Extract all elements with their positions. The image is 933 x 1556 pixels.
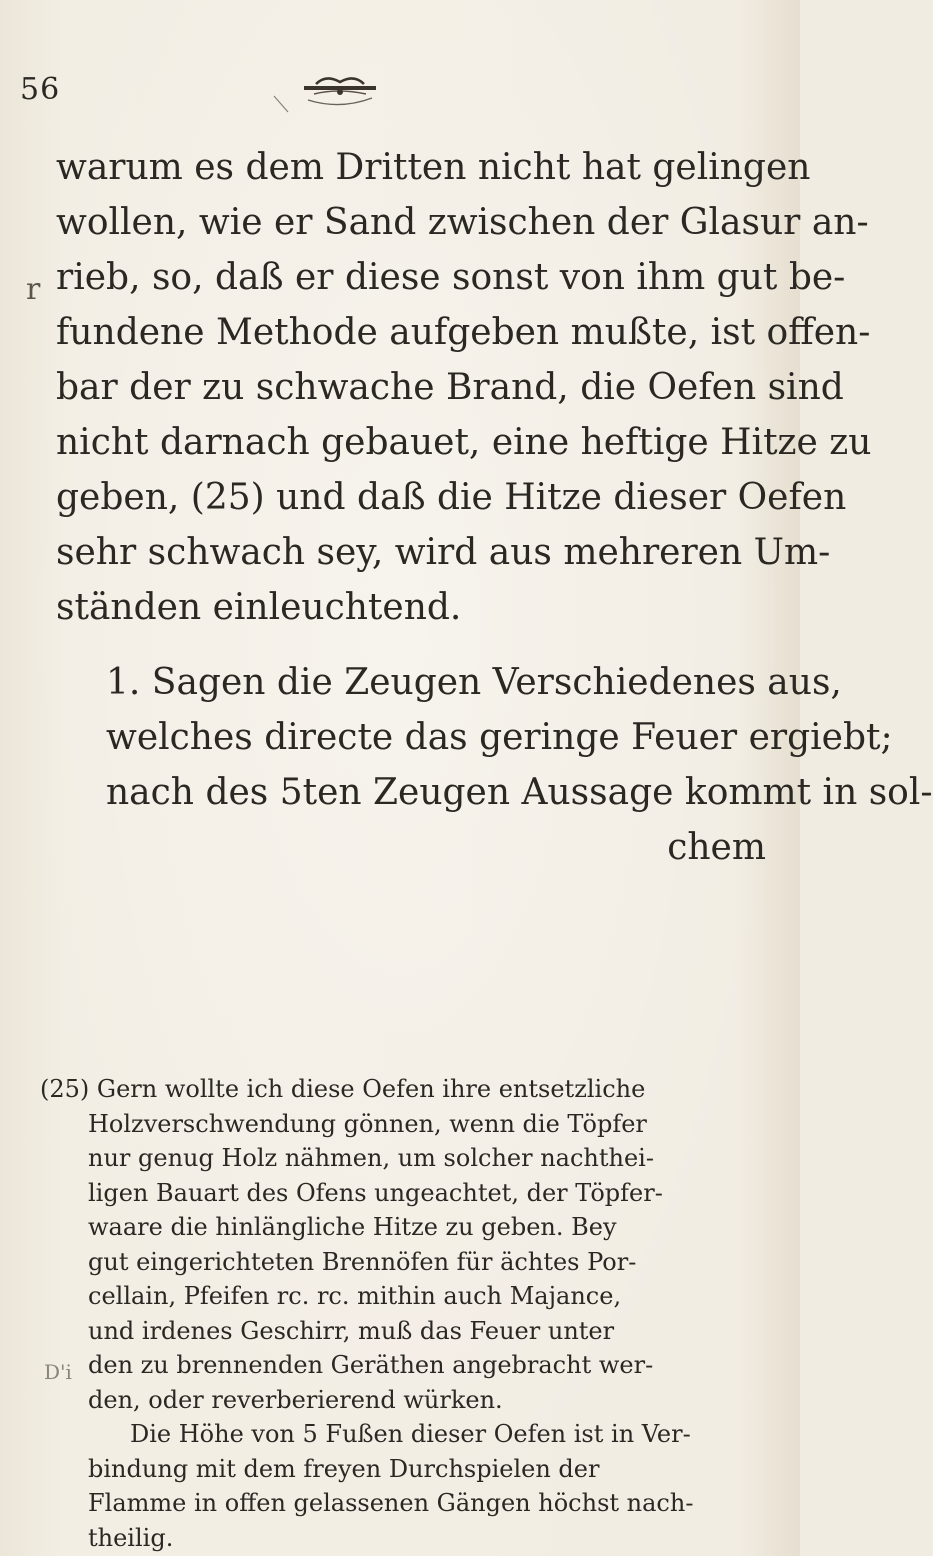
text-line: fundene Methode aufgeben mußte, ist offen-: [56, 312, 871, 353]
footnote-line: ligen Bauart des Ofens ungeachtet, der Töpfer-: [88, 1178, 663, 1207]
text-line: nach des 5ten Zeugen Aussage kommt in sol-: [106, 772, 933, 813]
text-line: 1. Sagen die Zeugen Verschiedenes aus,: [106, 662, 842, 703]
text-line: geben, (25) und daß die Hitze dieser Oefen: [56, 477, 847, 518]
footnote-line: waare die hinlängliche Hitze zu geben. Bey: [88, 1213, 617, 1241]
footnote-line: den, oder reverberierend würken.: [88, 1385, 503, 1414]
footnote-line: nur genug Holz nähmen, um solcher nachthei-: [88, 1144, 654, 1172]
margin-mark: r: [26, 272, 41, 307]
text-line: ständen einleuchtend.: [56, 587, 462, 628]
footnote-line: Flamme in offen gelassenen Gängen höchst nach-: [88, 1489, 694, 1517]
footnote-line: theilig.: [88, 1523, 174, 1552]
ornament-vignette: [268, 70, 408, 118]
text-line: welches directe das geringe Feuer ergiebt;: [106, 717, 893, 758]
catchword: chem: [667, 827, 766, 868]
text-line: warum es dem Dritten nicht hat gelingen: [56, 147, 811, 188]
text-line: rieb, so, daß er diese sonst von ihm gut be-: [56, 257, 846, 298]
footnote-line: Holzverschwendung gönnen, wenn die Töpfer: [88, 1109, 647, 1138]
main-text: [56, 140, 933, 875]
footnote-line: bindung mit dem freyen Durchspielen der: [88, 1454, 600, 1483]
footnote-line: den zu brennenden Geräthen angebracht wer-: [88, 1351, 654, 1379]
text-line: sehr schwach sey, wird aus mehreren Um-: [56, 532, 831, 573]
text-line: bar der zu schwache Brand, die Oefen sind: [56, 367, 844, 408]
margin-scrawl: D'i: [44, 1360, 72, 1384]
footnote-line: gut eingerichteten Brennöfen für ächtes Por-: [88, 1247, 637, 1276]
footnote-line: cellain, Pfeifen rc. rc. mithin auch Majance,: [88, 1282, 622, 1310]
footnote-line: Die Höhe von 5 Fußen dieser Oefen ist in Ver-: [130, 1420, 691, 1448]
page-number: 56: [20, 72, 61, 107]
footnote: [40, 1072, 780, 1555]
text-line: nicht darnach gebauet, eine heftige Hitze zu: [56, 422, 872, 463]
text-line: wollen, wie er Sand zwischen der Glasur an-: [56, 202, 869, 243]
footnote-line: und irdenes Geschirr, muß das Feuer unter: [88, 1316, 615, 1345]
footnote-line: (25) Gern wollte ich diese Oefen ihre entsetzliche: [40, 1075, 646, 1103]
